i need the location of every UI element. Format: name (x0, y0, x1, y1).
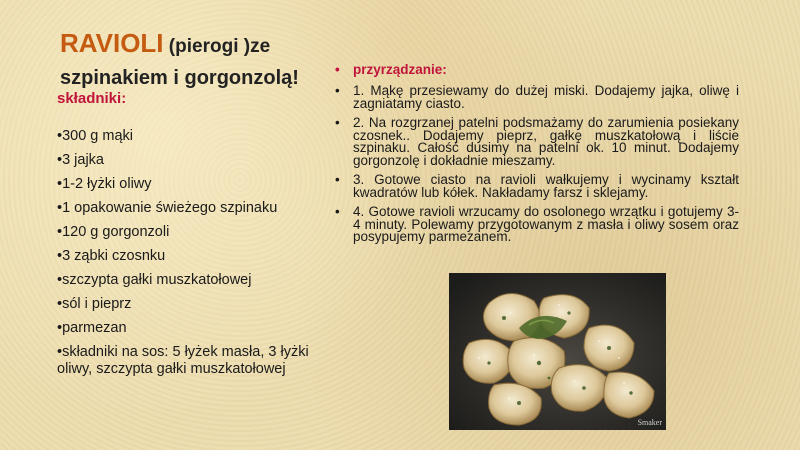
preparation-step (333, 174, 739, 199)
preparation-step (333, 85, 739, 110)
preparation-step (333, 117, 739, 167)
photo-watermark: Smaker (637, 418, 662, 427)
ingredients-heading: składniki: (57, 90, 127, 107)
bullet-icon: • (335, 83, 340, 98)
bullet-icon: • (335, 204, 340, 219)
preparation-step-text: 3. Gotowe ciasto na ravioli wałkujemy i wycinamy kształt kwadratów lub kółek. Nakładamy farsz i sklejamy. (353, 172, 739, 200)
ingredient-item: •300 g mąki (57, 128, 134, 144)
bullet-icon: • (335, 172, 340, 187)
title-main: RAVIOLI (60, 28, 164, 58)
preparation-step-text: 2. Na rozgrzanej patelni podsmażamy do zarumienia posiekany czosnek.. Dodajemy pieprz, gałkę muszkatołową i liście szpinaku. Całość dusimy na patelni ok. 10 minut. Dodajemy gorgonzolę i dokładnie mieszamy. (353, 115, 739, 168)
bullet-icon: • (335, 115, 340, 130)
slide-title (60, 28, 330, 94)
preparation-heading: przyrządzanie: (353, 62, 447, 77)
ingredient-item: •3 jajka (57, 152, 104, 168)
ingredients-list (57, 128, 317, 385)
preparation-step-text: 1. Mąkę przesiewamy do dużej miski. Dodajemy jajka, oliwę i zagniatamy ciasto. (353, 83, 739, 111)
title-line2: szpinakiem i gorgonzolą! (60, 67, 299, 89)
ingredient-item: •składniki na sos: 5 łyżek masła, 3 łyżki oliwy, szczypta gałki muszkatołowej (57, 344, 309, 377)
ingredient-item: •parmezan (57, 320, 127, 336)
bullet-icon: • (335, 62, 340, 77)
ravioli-photo (449, 273, 666, 430)
title-paren: (pierogi )ze (163, 36, 271, 57)
ingredient-item: •sól i pieprz (57, 296, 132, 312)
ingredient-item: •1-2 łyżki oliwy (57, 176, 152, 192)
ingredient-item: •120 g gorgonzoli (57, 224, 170, 240)
preparation-step (333, 206, 739, 244)
ingredient-item: •1 opakowanie świeżego szpinaku (57, 200, 278, 216)
ravioli-illustration (449, 273, 666, 430)
preparation-step-text: 4. Gotowe ravioli wrzucamy do osolonego wrzątku i gotujemy 3-4 minuty. Polewamy przygotowanym z masła i oliwy sosem oraz posypujemy parmezanem. (353, 204, 739, 244)
preparation-list (333, 63, 739, 251)
ingredient-item: •3 ząbki czosnku (57, 248, 166, 264)
ingredient-item: •szczypta gałki muszkatołowej (57, 272, 252, 288)
preparation-heading-item (333, 63, 739, 77)
